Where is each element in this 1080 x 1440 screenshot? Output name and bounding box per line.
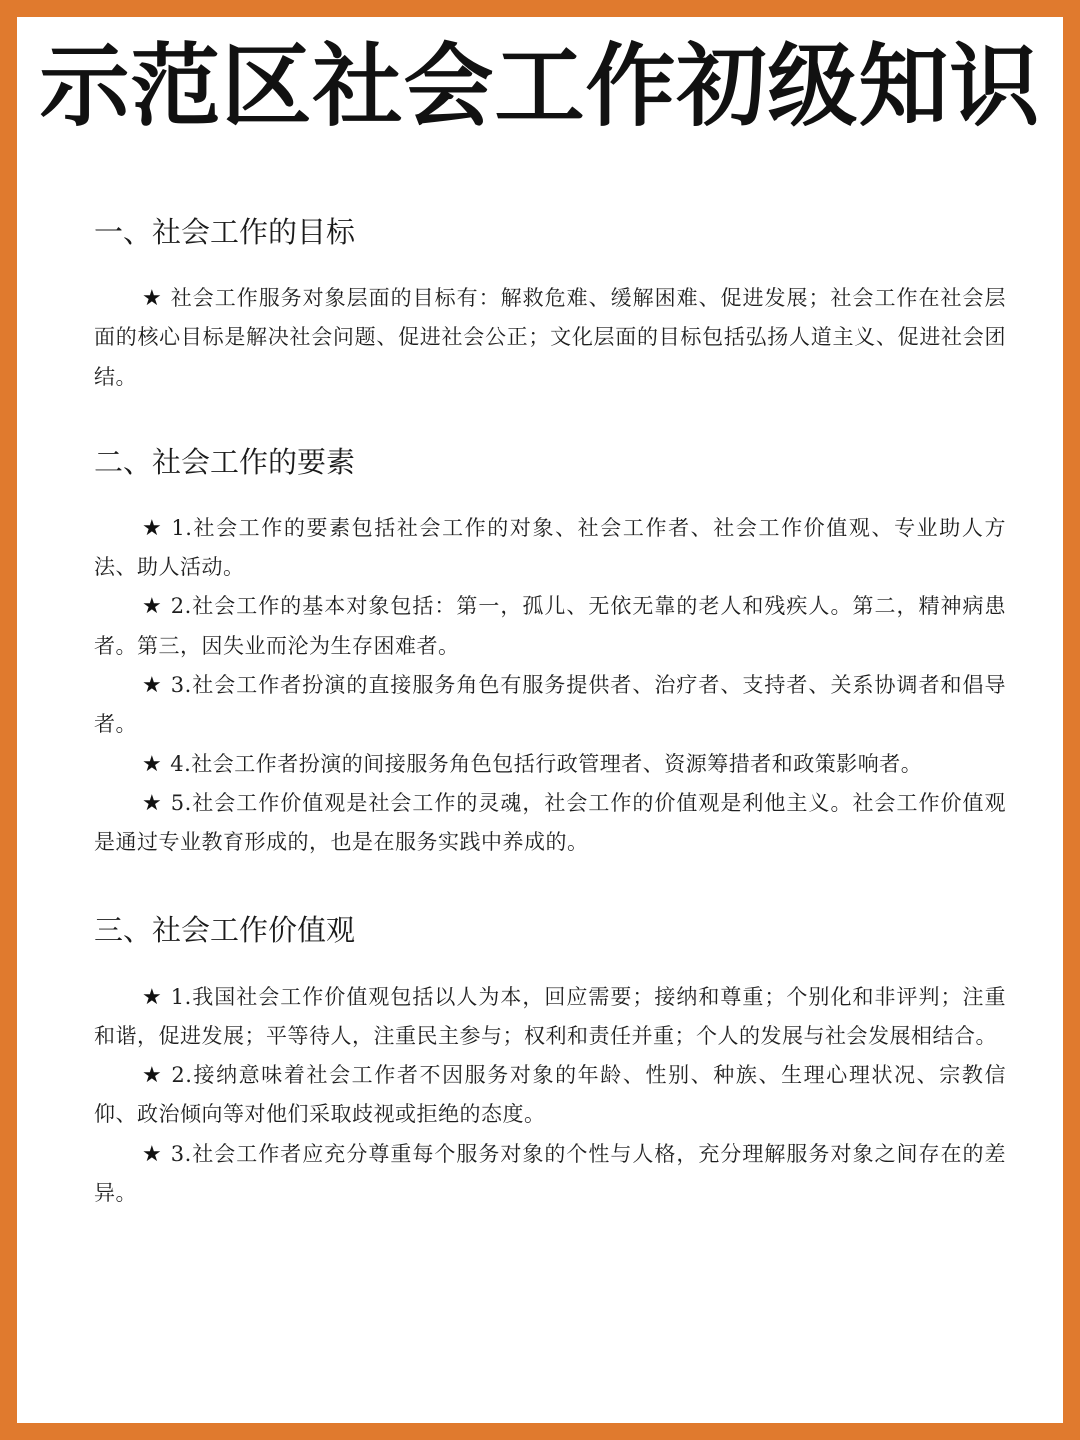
section-elements [94,442,1006,863]
star-icon: ★ [142,1141,163,1167]
bullet-paragraph [94,1056,1006,1135]
star-icon: ★ [142,790,163,816]
section-heading: 二、社会工作的要素 [94,444,356,479]
section-heading: 一、社会工作的目标 [94,215,356,249]
bullet-paragraph [94,279,1006,397]
paragraph-text: 3.社会工作者应充分尊重每个服务对象的个性与人格，充分理解服务对象之间存在的差异。 [94,1141,1006,1206]
star-icon: ★ [142,1063,164,1089]
paragraph-text: 1.我国社会工作价值观包括以人为本，回应需要；接纳和尊重；个别化和非评判；注重和谐，促进发展；平等待人，注重民主参与；权利和责任并重；个人的发展与社会发展相结合。 [94,984,1006,1048]
bullet-paragraph [94,1135,1006,1214]
page-title: 示范区社会工作初级知识 [39,34,1041,139]
star-icon: ★ [142,594,163,620]
paragraph-text: 2.社会工作的基本对象包括：第一，孤儿、无依无靠的老人和残疾人。第二，精神病患者。第三，因失业而沦为生存困难者。 [94,594,1006,658]
document-page [17,17,1063,1423]
star-icon: ★ [142,286,163,311]
section-heading: 三、社会工作价值观 [94,912,356,947]
paragraph-text: 社会工作服务对象层面的目标有：解救危难、缓解困难、促进发展；社会工作在社会层面的核心目标是解决社会问题、促进社会公正；文化层面的目标包括弘扬人道主义、促进社会团结。 [94,286,1006,389]
star-icon: ★ [142,984,163,1010]
bullet-paragraph [94,784,1006,863]
section-values [94,910,1006,1214]
paragraph-text: 4.社会工作者扮演的间接服务角色包括行政管理者、资源筹措者和政策影响者。 [170,751,923,776]
star-icon: ★ [142,515,164,541]
paragraph-text: 1.社会工作的要素包括社会工作的对象、社会工作者、社会工作价值观、专业助人方法、助人活动。 [94,515,1006,580]
document-body [94,212,1006,1213]
bullet-paragraph [94,509,1006,588]
bullet-paragraph [94,666,1006,745]
paragraph-text: 5.社会工作价值观是社会工作的灵魂，社会工作的价值观是利他主义。社会工作价值观是通过专业教育形成的，也是在服务实践中养成的。 [94,790,1006,855]
paragraph-text: 3.社会工作者扮演的直接服务角色有服务提供者、治疗者、支持者、关系协调者和倡导者。 [94,673,1006,737]
bullet-paragraph [94,978,1006,1057]
star-icon: ★ [142,751,163,777]
paragraph-text: 2.接纳意味着社会工作者不因服务对象的年龄、性别、种族、生理心理状况、宗教信仰、政治倾向等对他们采取歧视或拒绝的态度。 [94,1063,1006,1127]
section-goals [94,212,1006,397]
star-icon: ★ [142,673,163,699]
bullet-paragraph [94,745,1006,784]
bullet-paragraph [94,587,1006,666]
